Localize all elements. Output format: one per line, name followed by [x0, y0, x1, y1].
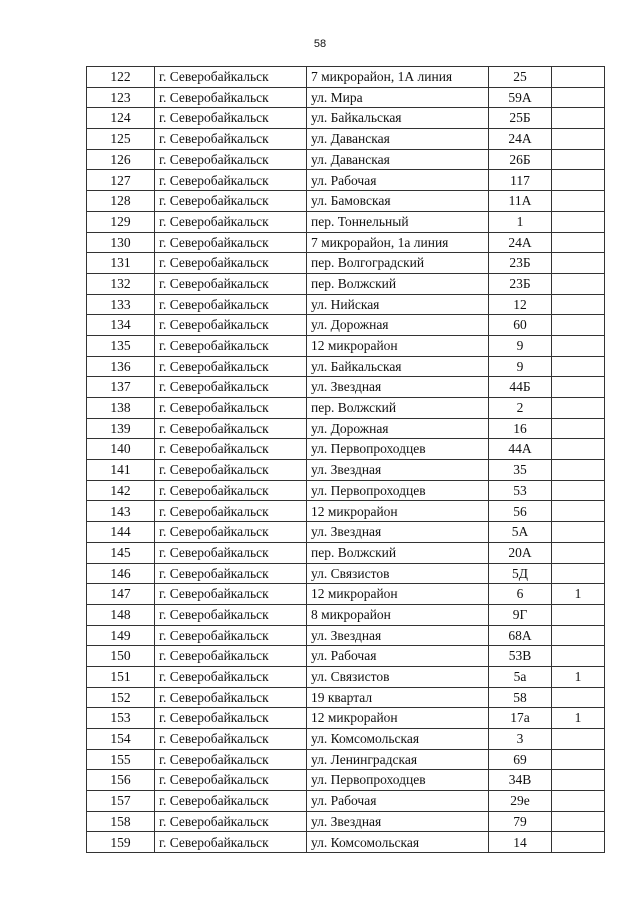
city-cell: г. Северобайкальск [155, 67, 307, 88]
street-cell: пер. Волжский [307, 542, 489, 563]
street-cell: 12 микрорайон [307, 335, 489, 356]
house-number-cell: 24А [489, 129, 552, 150]
extra-cell: 1 [552, 666, 605, 687]
extra-cell [552, 335, 605, 356]
table-row [87, 770, 605, 791]
city-cell: г. Северобайкальск [155, 315, 307, 336]
city-cell: г. Северобайкальск [155, 522, 307, 543]
city-cell: г. Северобайкальск [155, 149, 307, 170]
house-number-cell: 11А [489, 191, 552, 212]
row-number-cell: 159 [87, 832, 155, 853]
city-cell: г. Северобайкальск [155, 108, 307, 129]
house-number-cell: 53В [489, 646, 552, 667]
row-number-cell: 131 [87, 253, 155, 274]
city-cell: г. Северобайкальск [155, 439, 307, 460]
row-number-cell: 130 [87, 232, 155, 253]
house-number-cell: 12 [489, 294, 552, 315]
row-number-cell: 136 [87, 356, 155, 377]
row-number-cell: 142 [87, 480, 155, 501]
extra-cell [552, 149, 605, 170]
table-row [87, 67, 605, 88]
city-cell: г. Северобайкальск [155, 708, 307, 729]
city-cell: г. Северобайкальск [155, 191, 307, 212]
city-cell: г. Северобайкальск [155, 480, 307, 501]
city-cell: г. Северобайкальск [155, 460, 307, 481]
table-row [87, 211, 605, 232]
street-cell: пер. Волгоградский [307, 253, 489, 274]
extra-cell [552, 67, 605, 88]
table-row [87, 832, 605, 853]
extra-cell [552, 522, 605, 543]
street-cell: ул. Бамовская [307, 191, 489, 212]
row-number-cell: 128 [87, 191, 155, 212]
house-number-cell: 68А [489, 625, 552, 646]
street-cell: ул. Мира [307, 87, 489, 108]
row-number-cell: 135 [87, 335, 155, 356]
extra-cell [552, 273, 605, 294]
house-number-cell: 17а [489, 708, 552, 729]
street-cell: ул. Связистов [307, 666, 489, 687]
house-number-cell: 23Б [489, 253, 552, 274]
street-cell: ул. Рабочая [307, 646, 489, 667]
house-number-cell: 6 [489, 584, 552, 605]
table-row [87, 377, 605, 398]
street-cell: ул. Звездная [307, 811, 489, 832]
house-number-cell: 29е [489, 791, 552, 812]
row-number-cell: 156 [87, 770, 155, 791]
city-cell: г. Северобайкальск [155, 666, 307, 687]
house-number-cell: 56 [489, 501, 552, 522]
house-number-cell: 9 [489, 335, 552, 356]
city-cell: г. Северобайкальск [155, 129, 307, 150]
table-row [87, 480, 605, 501]
table-row [87, 170, 605, 191]
address-table-body [87, 67, 605, 853]
street-cell: ул. Комсомольская [307, 832, 489, 853]
table-row [87, 729, 605, 750]
extra-cell [552, 729, 605, 750]
extra-cell [552, 501, 605, 522]
row-number-cell: 152 [87, 687, 155, 708]
table-row [87, 460, 605, 481]
street-cell: 12 микрорайон [307, 584, 489, 605]
street-cell: ул. Комсомольская [307, 729, 489, 750]
street-cell: ул. Даванская [307, 149, 489, 170]
table-row [87, 232, 605, 253]
table-row [87, 604, 605, 625]
city-cell: г. Северобайкальск [155, 687, 307, 708]
street-cell: ул. Звездная [307, 377, 489, 398]
city-cell: г. Северобайкальск [155, 273, 307, 294]
extra-cell [552, 129, 605, 150]
street-cell: ул. Дорожная [307, 315, 489, 336]
table-row [87, 253, 605, 274]
page-number: 58 [313, 38, 327, 50]
extra-cell: 1 [552, 584, 605, 605]
extra-cell [552, 418, 605, 439]
table-row [87, 356, 605, 377]
house-number-cell: 9 [489, 356, 552, 377]
street-cell: ул. Первопроходцев [307, 480, 489, 501]
house-number-cell: 69 [489, 749, 552, 770]
row-number-cell: 129 [87, 211, 155, 232]
street-cell: ул. Звездная [307, 460, 489, 481]
extra-cell [552, 87, 605, 108]
street-cell: ул. Ленинградская [307, 749, 489, 770]
table-row [87, 522, 605, 543]
city-cell: г. Северобайкальск [155, 170, 307, 191]
city-cell: г. Северобайкальск [155, 356, 307, 377]
street-cell: 7 микрорайон, 1а линия [307, 232, 489, 253]
house-number-cell: 2 [489, 398, 552, 419]
city-cell: г. Северобайкальск [155, 418, 307, 439]
house-number-cell: 24А [489, 232, 552, 253]
extra-cell [552, 625, 605, 646]
city-cell: г. Северобайкальск [155, 563, 307, 584]
city-cell: г. Северобайкальск [155, 294, 307, 315]
row-number-cell: 132 [87, 273, 155, 294]
row-number-cell: 140 [87, 439, 155, 460]
extra-cell [552, 563, 605, 584]
table-row [87, 708, 605, 729]
extra-cell [552, 791, 605, 812]
table-row [87, 418, 605, 439]
city-cell: г. Северобайкальск [155, 646, 307, 667]
extra-cell [552, 811, 605, 832]
extra-cell [552, 398, 605, 419]
city-cell: г. Северобайкальск [155, 211, 307, 232]
table-row [87, 687, 605, 708]
table-row [87, 273, 605, 294]
city-cell: г. Северобайкальск [155, 749, 307, 770]
street-cell: ул. Байкальская [307, 108, 489, 129]
row-number-cell: 143 [87, 501, 155, 522]
row-number-cell: 123 [87, 87, 155, 108]
extra-cell [552, 232, 605, 253]
house-number-cell: 44А [489, 439, 552, 460]
house-number-cell: 60 [489, 315, 552, 336]
row-number-cell: 139 [87, 418, 155, 439]
extra-cell [552, 170, 605, 191]
city-cell: г. Северобайкальск [155, 811, 307, 832]
table-row [87, 294, 605, 315]
street-cell: 8 микрорайон [307, 604, 489, 625]
row-number-cell: 153 [87, 708, 155, 729]
house-number-cell: 5А [489, 522, 552, 543]
row-number-cell: 148 [87, 604, 155, 625]
row-number-cell: 125 [87, 129, 155, 150]
city-cell: г. Северобайкальск [155, 625, 307, 646]
table-row [87, 398, 605, 419]
row-number-cell: 133 [87, 294, 155, 315]
house-number-cell: 59А [489, 87, 552, 108]
extra-cell [552, 108, 605, 129]
city-cell: г. Северобайкальск [155, 584, 307, 605]
street-cell: ул. Первопроходцев [307, 770, 489, 791]
extra-cell: 1 [552, 708, 605, 729]
city-cell: г. Северобайкальск [155, 501, 307, 522]
row-number-cell: 126 [87, 149, 155, 170]
table-row [87, 625, 605, 646]
house-number-cell: 20А [489, 542, 552, 563]
street-cell: ул. Звездная [307, 625, 489, 646]
city-cell: г. Северобайкальск [155, 87, 307, 108]
table-row [87, 335, 605, 356]
extra-cell [552, 356, 605, 377]
extra-cell [552, 480, 605, 501]
row-number-cell: 155 [87, 749, 155, 770]
street-cell: 19 квартал [307, 687, 489, 708]
city-cell: г. Северобайкальск [155, 791, 307, 812]
street-cell: ул. Рабочая [307, 791, 489, 812]
house-number-cell: 5Д [489, 563, 552, 584]
house-number-cell: 5а [489, 666, 552, 687]
house-number-cell: 117 [489, 170, 552, 191]
table-row [87, 439, 605, 460]
row-number-cell: 134 [87, 315, 155, 336]
street-cell: ул. Первопроходцев [307, 439, 489, 460]
house-number-cell: 9Г [489, 604, 552, 625]
extra-cell [552, 604, 605, 625]
row-number-cell: 158 [87, 811, 155, 832]
row-number-cell: 127 [87, 170, 155, 191]
city-cell: г. Северобайкальск [155, 729, 307, 750]
row-number-cell: 150 [87, 646, 155, 667]
house-number-cell: 1 [489, 211, 552, 232]
city-cell: г. Северобайкальск [155, 232, 307, 253]
house-number-cell: 34В [489, 770, 552, 791]
extra-cell [552, 770, 605, 791]
city-cell: г. Северобайкальск [155, 604, 307, 625]
house-number-cell: 14 [489, 832, 552, 853]
row-number-cell: 147 [87, 584, 155, 605]
extra-cell [552, 542, 605, 563]
house-number-cell: 26Б [489, 149, 552, 170]
row-number-cell: 157 [87, 791, 155, 812]
table-row [87, 584, 605, 605]
city-cell: г. Северобайкальск [155, 398, 307, 419]
house-number-cell: 25Б [489, 108, 552, 129]
table-row [87, 542, 605, 563]
house-number-cell: 44Б [489, 377, 552, 398]
table-row [87, 811, 605, 832]
row-number-cell: 154 [87, 729, 155, 750]
extra-cell [552, 687, 605, 708]
table-row [87, 108, 605, 129]
table-row [87, 646, 605, 667]
row-number-cell: 146 [87, 563, 155, 584]
table-row [87, 129, 605, 150]
city-cell: г. Северобайкальск [155, 335, 307, 356]
row-number-cell: 141 [87, 460, 155, 481]
table-row [87, 87, 605, 108]
extra-cell [552, 460, 605, 481]
street-cell: ул. Звездная [307, 522, 489, 543]
table-row [87, 191, 605, 212]
street-cell: 7 микрорайон, 1А линия [307, 67, 489, 88]
city-cell: г. Северобайкальск [155, 253, 307, 274]
table-row [87, 501, 605, 522]
table-row [87, 149, 605, 170]
row-number-cell: 151 [87, 666, 155, 687]
row-number-cell: 124 [87, 108, 155, 129]
extra-cell [552, 439, 605, 460]
city-cell: г. Северобайкальск [155, 377, 307, 398]
house-number-cell: 25 [489, 67, 552, 88]
row-number-cell: 137 [87, 377, 155, 398]
table-row [87, 749, 605, 770]
row-number-cell: 144 [87, 522, 155, 543]
row-number-cell: 145 [87, 542, 155, 563]
street-cell: ул. Байкальская [307, 356, 489, 377]
city-cell: г. Северобайкальск [155, 770, 307, 791]
extra-cell [552, 191, 605, 212]
row-number-cell: 149 [87, 625, 155, 646]
house-number-cell: 35 [489, 460, 552, 481]
city-cell: г. Северобайкальск [155, 542, 307, 563]
extra-cell [552, 646, 605, 667]
extra-cell [552, 211, 605, 232]
table-row [87, 315, 605, 336]
extra-cell [552, 253, 605, 274]
street-cell: ул. Рабочая [307, 170, 489, 191]
extra-cell [552, 315, 605, 336]
house-number-cell: 16 [489, 418, 552, 439]
extra-cell [552, 749, 605, 770]
extra-cell [552, 832, 605, 853]
address-table [86, 66, 605, 853]
house-number-cell: 58 [489, 687, 552, 708]
street-cell: пер. Тоннельный [307, 211, 489, 232]
house-number-cell: 3 [489, 729, 552, 750]
street-cell: 12 микрорайон [307, 501, 489, 522]
city-cell: г. Северобайкальск [155, 832, 307, 853]
street-cell: пер. Волжский [307, 273, 489, 294]
table-row [87, 791, 605, 812]
row-number-cell: 122 [87, 67, 155, 88]
table-row [87, 563, 605, 584]
table-row [87, 666, 605, 687]
street-cell: 12 микрорайон [307, 708, 489, 729]
house-number-cell: 53 [489, 480, 552, 501]
street-cell: ул. Нийская [307, 294, 489, 315]
street-cell: ул. Дорожная [307, 418, 489, 439]
house-number-cell: 23Б [489, 273, 552, 294]
extra-cell [552, 377, 605, 398]
street-cell: пер. Волжский [307, 398, 489, 419]
house-number-cell: 79 [489, 811, 552, 832]
street-cell: ул. Связистов [307, 563, 489, 584]
row-number-cell: 138 [87, 398, 155, 419]
street-cell: ул. Даванская [307, 129, 489, 150]
extra-cell [552, 294, 605, 315]
